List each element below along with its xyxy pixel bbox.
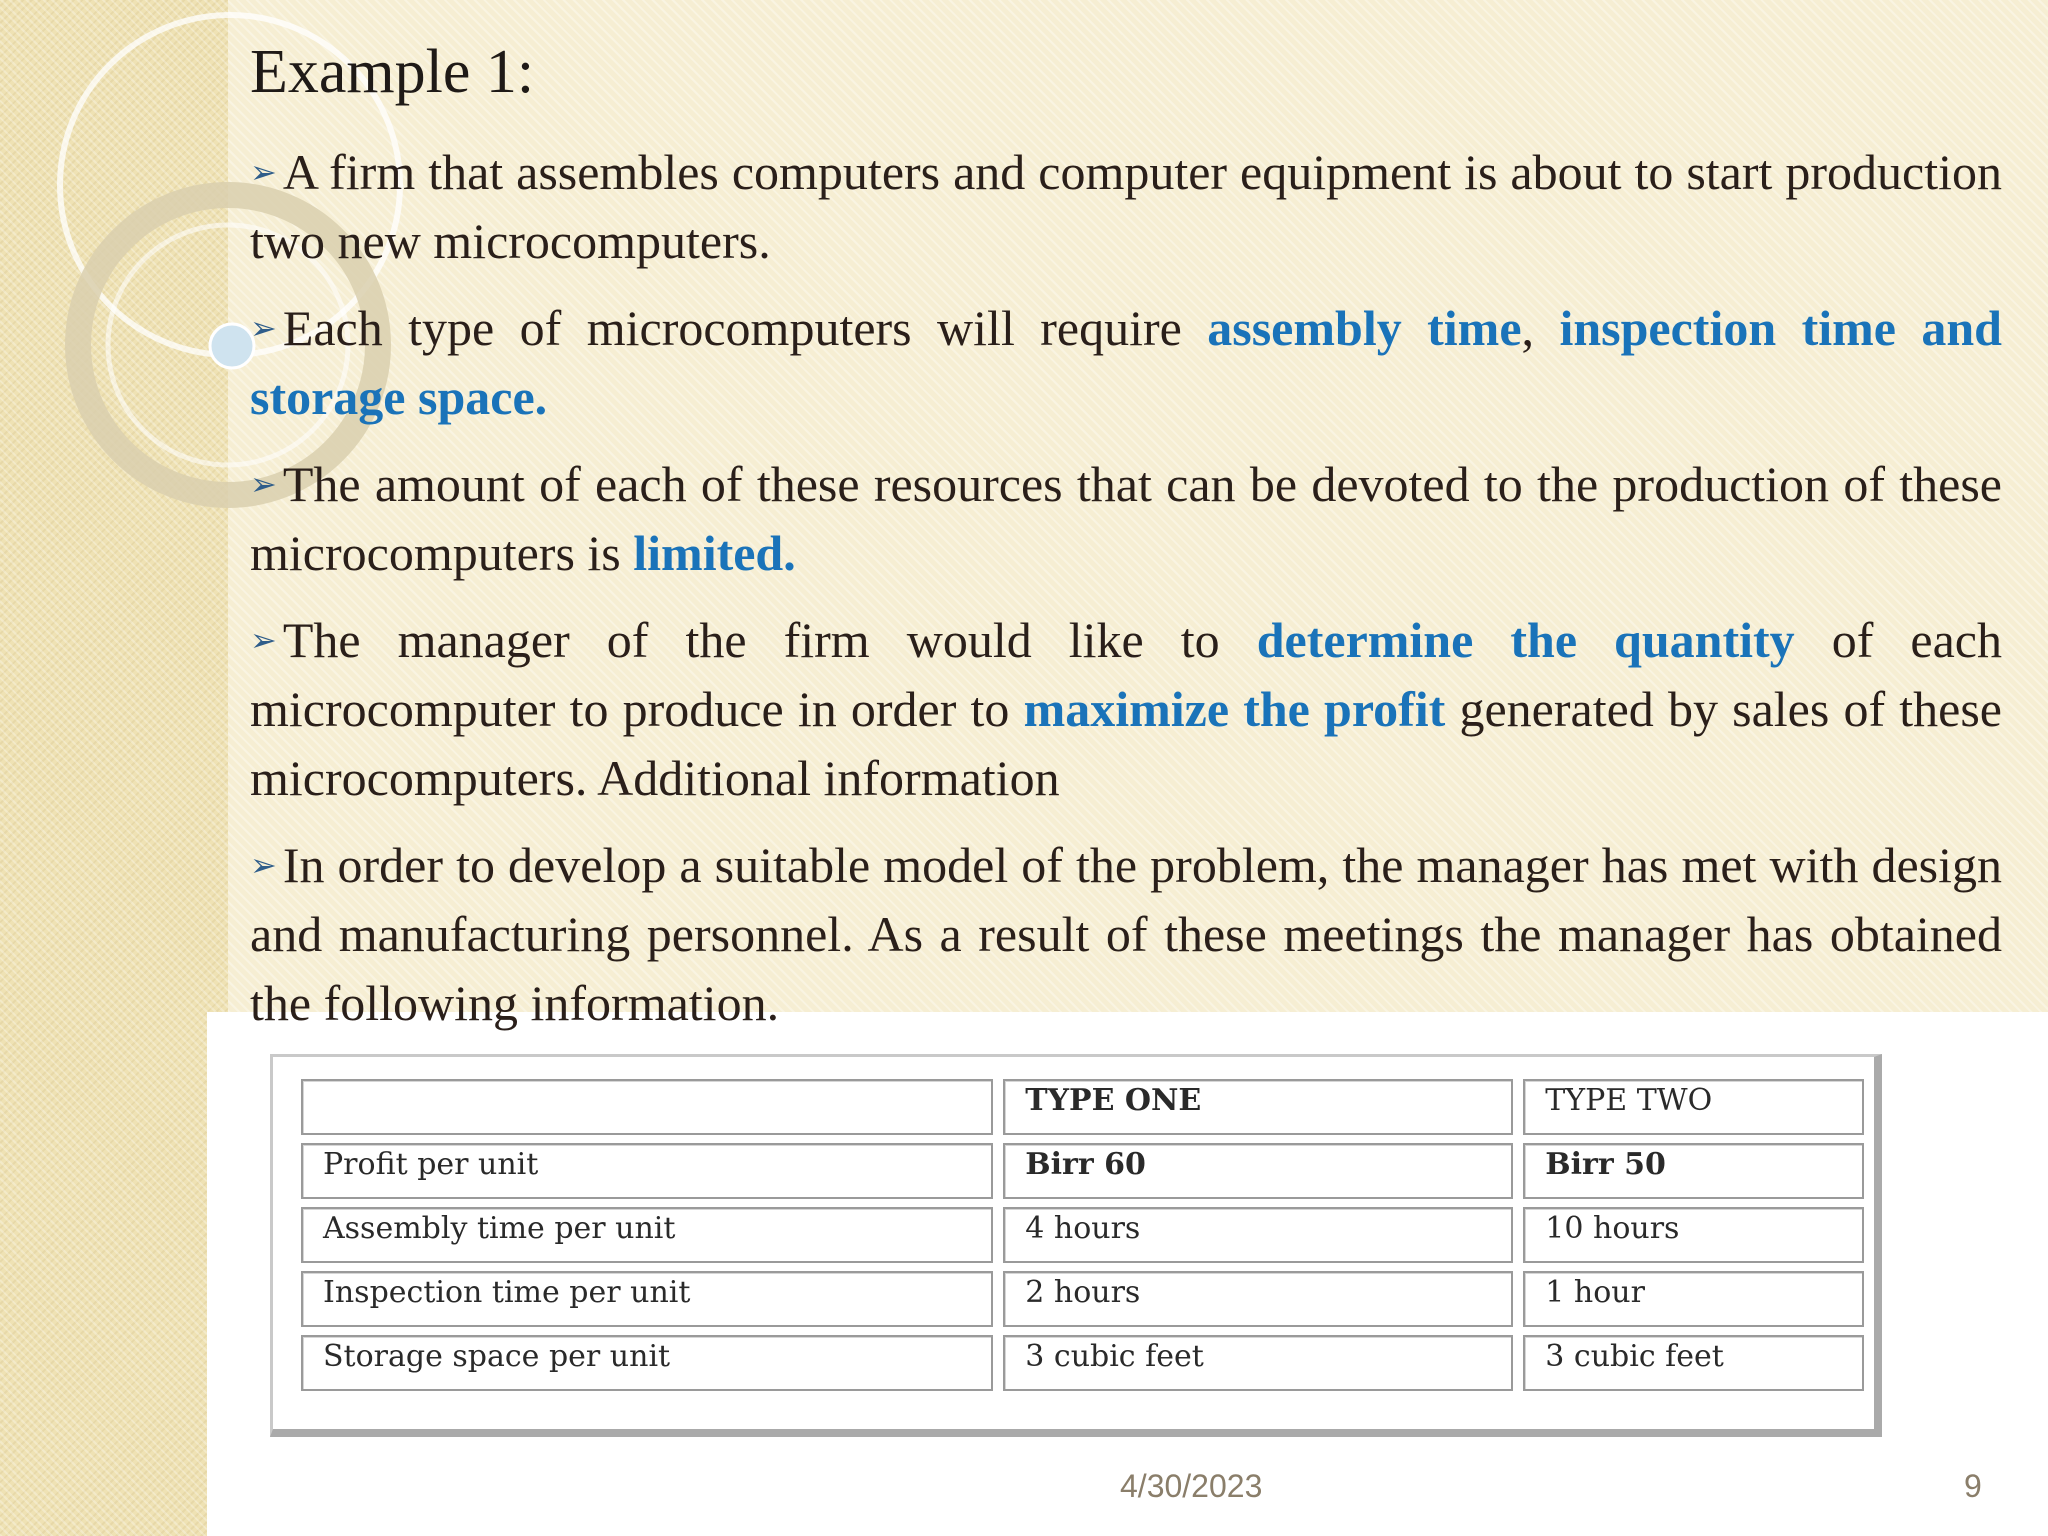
highlight-text: limited. <box>633 525 796 581</box>
bullet-paragraph-2 <box>250 294 2002 432</box>
table-cell: Inspection time per unit <box>301 1271 993 1327</box>
arrow-bullet-icon: ➢ <box>250 622 277 658</box>
highlight-text: assembly time <box>1207 300 1522 356</box>
paragraph-text: The manager of the firm would like to <box>282 612 1257 668</box>
table-row <box>301 1143 1864 1199</box>
slide-title: Example 1: <box>250 38 535 106</box>
table-cell: Storage space per unit <box>301 1335 993 1391</box>
table-row <box>301 1207 1864 1263</box>
paragraph-text: of each microcomputer to produce in order to <box>250 612 2002 737</box>
table-cell: Birr 50 <box>1523 1143 1864 1199</box>
slide-number: 9 <box>1964 1468 1982 1504</box>
slide-content <box>250 138 2002 1031</box>
information-table <box>291 1071 1874 1399</box>
table-row <box>301 1335 1864 1391</box>
table-cell: Profit per unit <box>301 1143 993 1199</box>
info-table-image <box>270 1054 1882 1437</box>
table-cell: 1 hour <box>1523 1271 1864 1327</box>
bullet-paragraph-4 <box>250 606 2002 813</box>
table-cell: 4 hours <box>1003 1207 1513 1263</box>
table-header-cell <box>301 1079 993 1135</box>
table-cell: Birr 60 <box>1003 1143 1513 1199</box>
paragraph-text: , <box>1521 300 1560 356</box>
bullet-paragraph-1 <box>250 138 2002 276</box>
table-cell: 3 cubic feet <box>1523 1335 1864 1391</box>
highlight-text: maximize the profit <box>1023 681 1446 737</box>
table-header-row <box>301 1079 1864 1135</box>
highlight-text: inspection time and storage space. <box>250 300 2002 425</box>
paragraph-text: Each type of microcomputers will require <box>282 300 1208 356</box>
table-header-cell: TYPE TWO <box>1523 1079 1864 1135</box>
bullet-paragraph-5 <box>250 831 2002 1038</box>
paragraph-text: generated by sales of these microcomputers. Additional information <box>250 681 2002 806</box>
table-header-cell: TYPE ONE <box>1003 1079 1513 1135</box>
arrow-bullet-icon: ➢ <box>250 154 277 190</box>
table-cell: 2 hours <box>1003 1271 1513 1327</box>
paragraph-text: The amount of each of these resources that can be devoted to the production of these microcomputers is <box>250 456 2002 581</box>
paragraph-text: In order to develop a suitable model of the problem, the manager has met with design and manufacturing personnel. As a result of these meetings the manager has obtained the following information. <box>250 837 2002 1031</box>
table-cell: 10 hours <box>1523 1207 1864 1263</box>
arrow-bullet-icon: ➢ <box>250 847 277 883</box>
paragraph-text: A firm that assembles computers and computer equipment is about to start production two new microcomputers. <box>250 144 2002 269</box>
highlight-text: determine the quantity <box>1256 612 1795 668</box>
arrow-bullet-icon: ➢ <box>250 310 277 346</box>
footer-date: 4/30/2023 <box>1120 1468 1263 1504</box>
table-row <box>301 1271 1864 1327</box>
decor-bubble <box>210 324 254 368</box>
clipped-paragraph-wrapper <box>250 831 2002 1031</box>
table-cell: 3 cubic feet <box>1003 1335 1513 1391</box>
bullet-paragraph-3 <box>250 450 2002 588</box>
table-cell: Assembly time per unit <box>301 1207 993 1263</box>
arrow-bullet-icon: ➢ <box>250 466 277 502</box>
